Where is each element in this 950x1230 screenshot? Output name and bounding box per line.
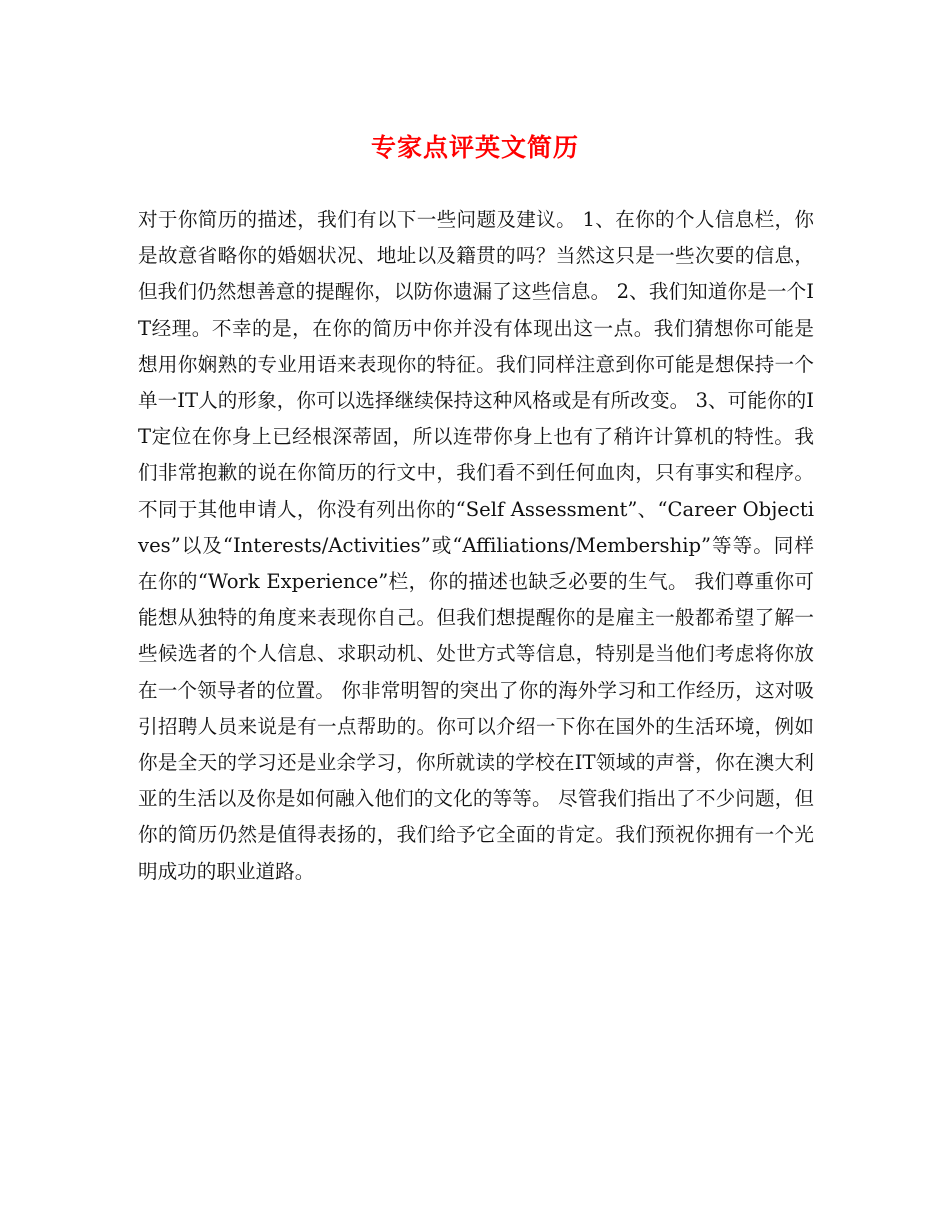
document-title: 专家点评英文简历 [370, 133, 579, 162]
document-body-paragraph: 对于你简历的描述，我们有以下一些问题及建议。 1、在你的个人信息栏，你是故意省略你的婚姻状况、地址以及籍贯的吗？当然这只是一些次要的信息，但我们仍然想善意的提醒你，以防你遗漏了这些信息。 2、我们知道你是一个IT经理。不幸的是，在你的简历中你并没有体现出这一点。我们猜想你可能是想用你娴熟的专业用语来表现你的特征。我们同样注意到你可能是想保持一个单一IT人的形象，你可以选择继续保持这种风格或是有所改变。 3、可能你的IT定位在你身上已经根深蒂固，所以连带你身上也有了稍许计算机的特性。我们非常抱歉的说在你简历的行文中，我们看不到任何血肉，只有事实和程序。不同于其他申请人，你没有列出你的“Self Assessment”、“Career Objectives”以及“Interests/Activities”或“Affiliations/Membership”等等。同样在你的“Work Experience”栏，你的描述也缺乏必要的生气。 我们尊重你可能想从独特的角度来表现你自己。但我们想提醒你的是雇主一般都希望了解一些候选者的个人信息、求职动机、处世方式等信息，特别是当他们考虑将你放在一个领导者的位置。 你非常明智的突出了你的海外学习和工作经历，这对吸引招聘人员来说是有一点帮助的。你可以介绍一下你在国外的生活环境，例如你是全天的学习还是业余学习，你所就读的学校在IT领域的声誉，你在澳大利亚的生活以及你是如何融入他们的文化的等等。 尽管我们指出了不少问题，但你的简历仍然是值得表扬的，我们给予它全面的肯定。我们预祝你拥有一个光明成功的职业道路。 [138, 208, 814, 883]
